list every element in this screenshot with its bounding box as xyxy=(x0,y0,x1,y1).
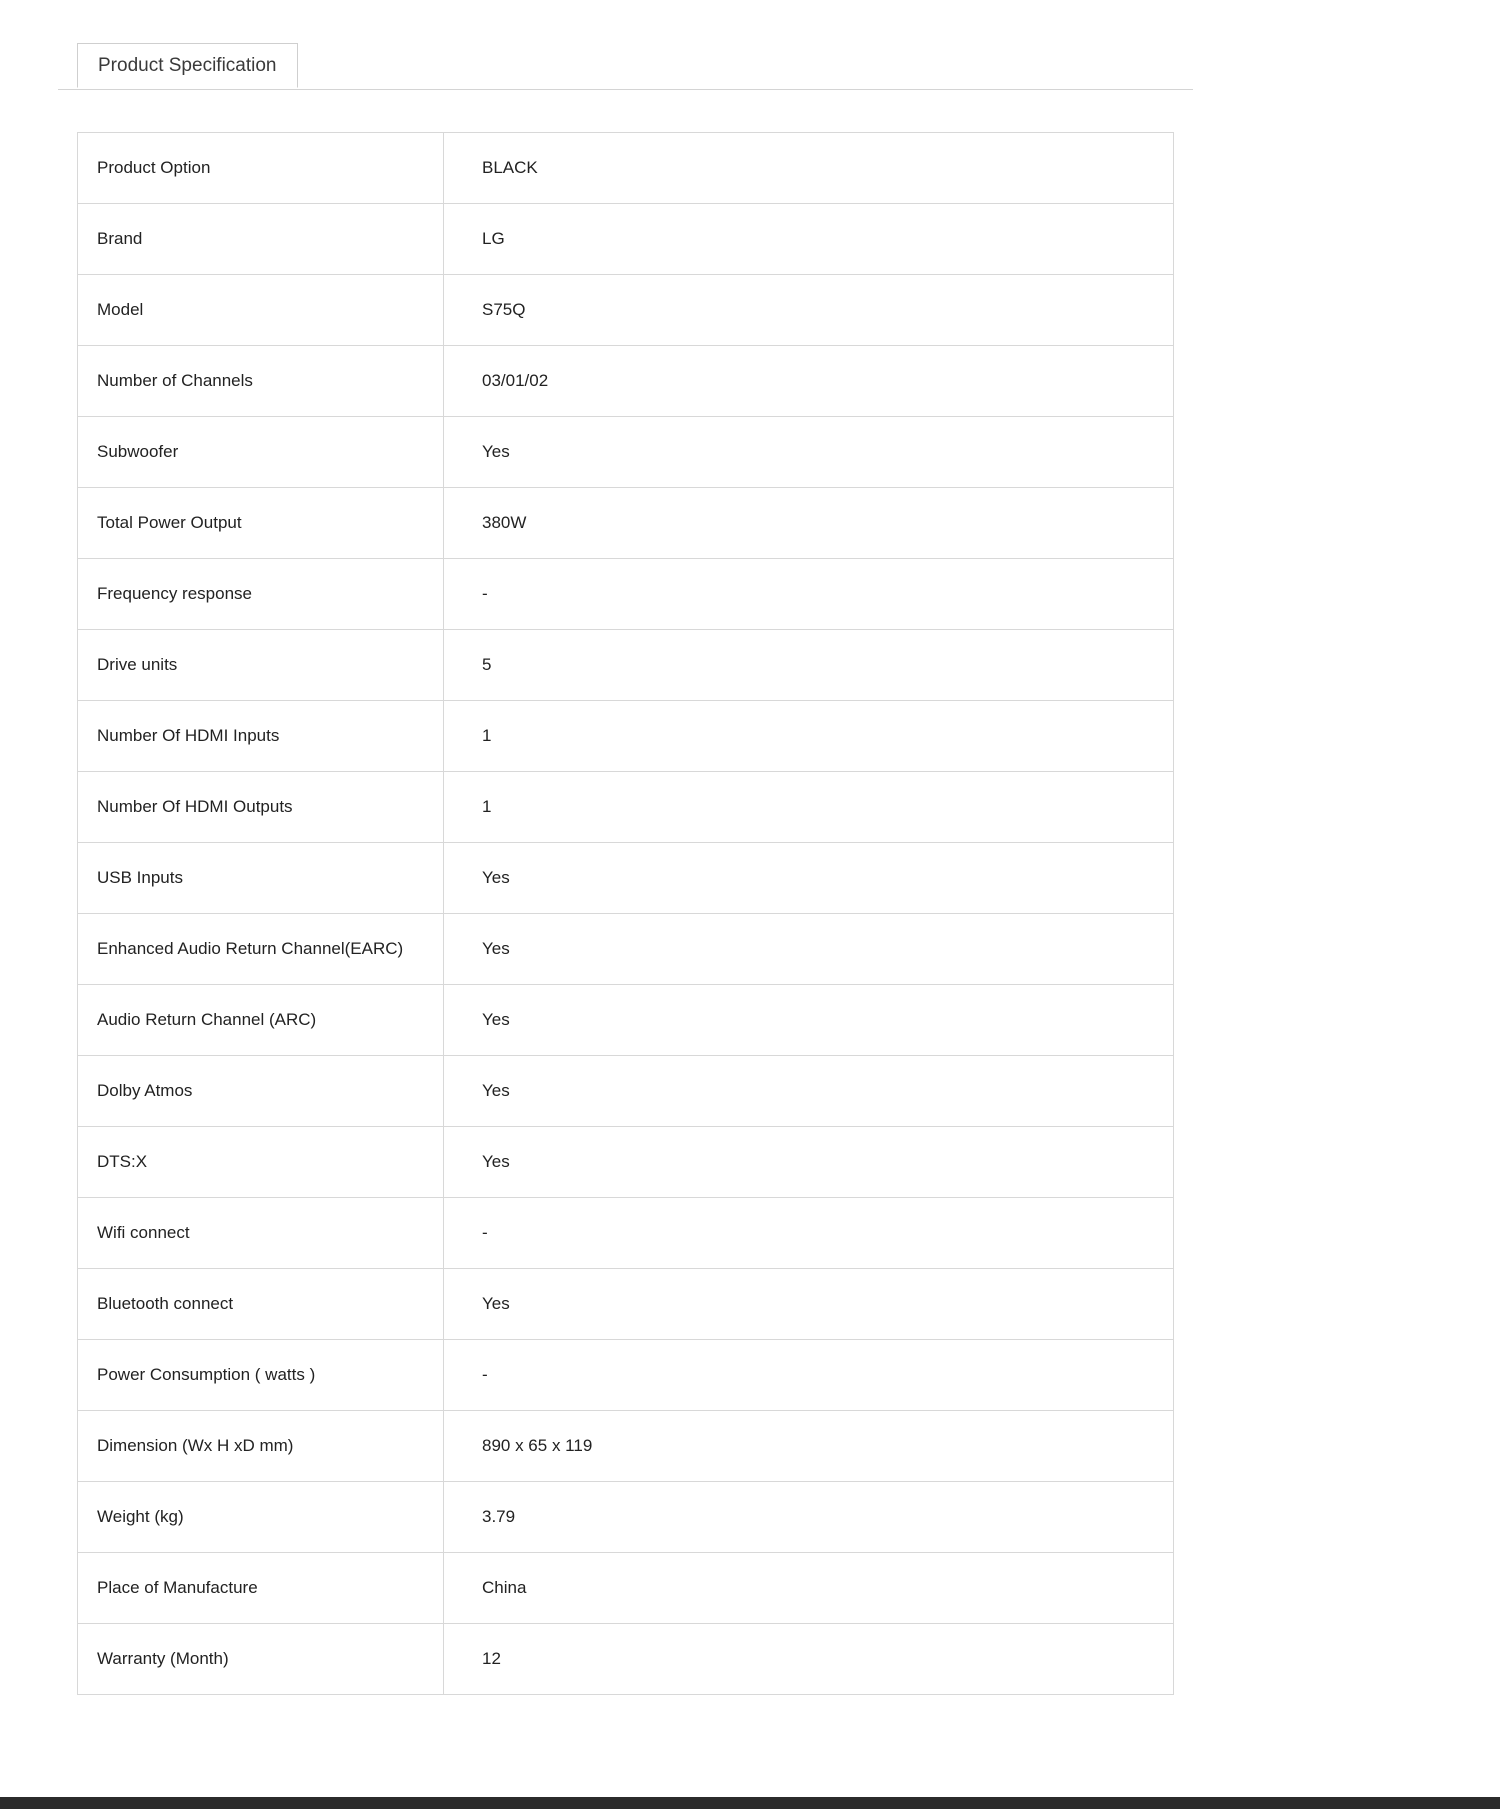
spec-value: Yes xyxy=(444,843,1174,914)
spec-value: - xyxy=(444,559,1174,630)
spec-row xyxy=(78,1411,1174,1482)
spec-value: 1 xyxy=(444,701,1174,772)
spec-row xyxy=(78,772,1174,843)
spec-label: Warranty (Month) xyxy=(78,1624,444,1695)
spec-row xyxy=(78,346,1174,417)
spec-label: Power Consumption ( watts ) xyxy=(78,1340,444,1411)
spec-label: USB Inputs xyxy=(78,843,444,914)
spec-row xyxy=(78,985,1174,1056)
spec-label: Total Power Output xyxy=(78,488,444,559)
spec-label: Wifi connect xyxy=(78,1198,444,1269)
spec-value: China xyxy=(444,1553,1174,1624)
spec-value: 03/01/02 xyxy=(444,346,1174,417)
spec-row xyxy=(78,417,1174,488)
spec-label: Bluetooth connect xyxy=(78,1269,444,1340)
spec-label: Enhanced Audio Return Channel(EARC) xyxy=(78,914,444,985)
spec-label: Dimension (Wx H xD mm) xyxy=(78,1411,444,1482)
spec-row xyxy=(78,1056,1174,1127)
spec-value: Yes xyxy=(444,914,1174,985)
spec-row xyxy=(78,488,1174,559)
spec-row xyxy=(78,133,1174,204)
spec-value: Yes xyxy=(444,1056,1174,1127)
spec-label: Brand xyxy=(78,204,444,275)
spec-label: Model xyxy=(78,275,444,346)
spec-row xyxy=(78,1553,1174,1624)
spec-label: DTS:X xyxy=(78,1127,444,1198)
spec-value: Yes xyxy=(444,1127,1174,1198)
spec-value: Yes xyxy=(444,1269,1174,1340)
spec-row xyxy=(78,914,1174,985)
spec-label: Number Of HDMI Outputs xyxy=(78,772,444,843)
spec-value: Yes xyxy=(444,417,1174,488)
spec-label: Dolby Atmos xyxy=(78,1056,444,1127)
spec-label: Product Option xyxy=(78,133,444,204)
spec-label: Weight (kg) xyxy=(78,1482,444,1553)
spec-row xyxy=(78,1269,1174,1340)
spec-value: 890 x 65 x 119 xyxy=(444,1411,1174,1482)
spec-row xyxy=(78,843,1174,914)
spec-row xyxy=(78,1624,1174,1695)
spec-table-body xyxy=(78,133,1174,1695)
spec-value: LG xyxy=(444,204,1174,275)
tab-bar xyxy=(58,0,1193,90)
spec-value: 12 xyxy=(444,1624,1174,1695)
spec-value: BLACK xyxy=(444,133,1174,204)
spec-label: Audio Return Channel (ARC) xyxy=(78,985,444,1056)
spec-table xyxy=(77,132,1174,1695)
spec-value: 5 xyxy=(444,630,1174,701)
spec-value: - xyxy=(444,1198,1174,1269)
spec-row xyxy=(78,1482,1174,1553)
tab-product-specification[interactable] xyxy=(77,43,298,88)
spec-value: - xyxy=(444,1340,1174,1411)
spec-value: 380W xyxy=(444,488,1174,559)
spec-label: Subwoofer xyxy=(78,417,444,488)
spec-label: Drive units xyxy=(78,630,444,701)
footer-bar xyxy=(0,1797,1500,1809)
spec-row xyxy=(78,701,1174,772)
spec-row xyxy=(78,275,1174,346)
spec-row xyxy=(78,630,1174,701)
spec-row xyxy=(78,204,1174,275)
spec-value: 3.79 xyxy=(444,1482,1174,1553)
tab-label: Product Specification xyxy=(98,54,277,76)
spec-label: Number of Channels xyxy=(78,346,444,417)
spec-label: Number Of HDMI Inputs xyxy=(78,701,444,772)
spec-row xyxy=(78,559,1174,630)
spec-value: S75Q xyxy=(444,275,1174,346)
spec-row xyxy=(78,1127,1174,1198)
spec-label: Frequency response xyxy=(78,559,444,630)
spec-label: Place of Manufacture xyxy=(78,1553,444,1624)
spec-value: 1 xyxy=(444,772,1174,843)
spec-row xyxy=(78,1340,1174,1411)
spec-value: Yes xyxy=(444,985,1174,1056)
spec-row xyxy=(78,1198,1174,1269)
